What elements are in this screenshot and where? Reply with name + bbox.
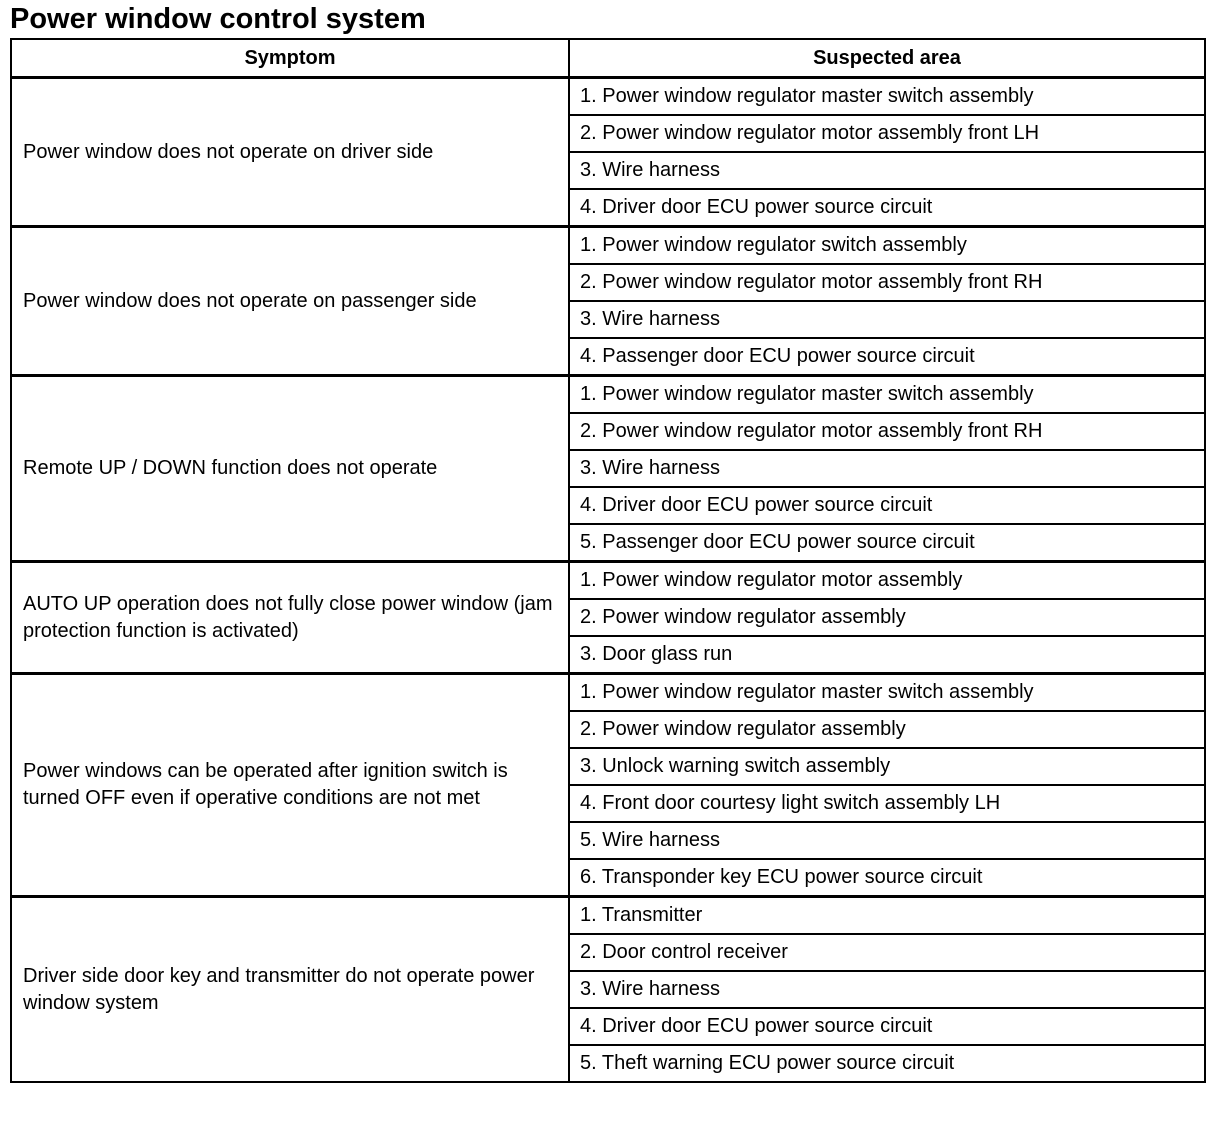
table-row <box>11 674 1205 712</box>
suspected-area-cell: 5. Theft warning ECU power source circuit <box>569 1045 1205 1082</box>
symptom-cell: Power window does not operate on driver side <box>11 78 569 227</box>
suspected-area-cell: 5. Wire harness <box>569 822 1205 859</box>
suspected-area-cell: 1. Power window regulator master switch assembly <box>569 674 1205 712</box>
header-row <box>11 39 1205 78</box>
suspected-area-cell: 4. Driver door ECU power source circuit <box>569 487 1205 524</box>
table-row <box>11 562 1205 600</box>
suspected-area-cell: 2. Power window regulator assembly <box>569 711 1205 748</box>
suspected-area-cell: 3. Wire harness <box>569 971 1205 1008</box>
suspected-area-cell: 3. Wire harness <box>569 301 1205 338</box>
table-row <box>11 78 1205 116</box>
suspected-area-cell: 4. Front door courtesy light switch assembly LH <box>569 785 1205 822</box>
table-row <box>11 897 1205 935</box>
suspected-area-cell: 3. Wire harness <box>569 152 1205 189</box>
suspected-area-cell: 3. Unlock warning switch assembly <box>569 748 1205 785</box>
page-title: Power window control system <box>10 3 426 35</box>
suspected-area-cell: 3. Wire harness <box>569 450 1205 487</box>
header-suspected-area: Suspected area <box>569 39 1205 78</box>
suspected-area-cell: 1. Power window regulator motor assembly <box>569 562 1205 600</box>
symptom-cell: Driver side door key and transmitter do not operate power window system <box>11 897 569 1083</box>
suspected-area-cell: 4. Driver door ECU power source circuit <box>569 1008 1205 1045</box>
table-body <box>11 78 1205 1083</box>
suspected-area-cell: 2. Power window regulator motor assembly front RH <box>569 264 1205 301</box>
suspected-area-cell: 2. Power window regulator motor assembly front RH <box>569 413 1205 450</box>
symptom-table <box>10 38 1206 1083</box>
symptom-cell: Power window does not operate on passenger side <box>11 227 569 376</box>
symptom-cell: Power windows can be operated after ignition switch is turned OFF even if operative conditions are not met <box>11 674 569 897</box>
suspected-area-cell: 6. Transponder key ECU power source circuit <box>569 859 1205 897</box>
symptom-cell: AUTO UP operation does not fully close power window (jam protection function is activated) <box>11 562 569 674</box>
symptom-cell: Remote UP / DOWN function does not operate <box>11 376 569 562</box>
suspected-area-cell: 1. Transmitter <box>569 897 1205 935</box>
suspected-area-cell: 2. Power window regulator assembly <box>569 599 1205 636</box>
suspected-area-cell: 1. Power window regulator master switch assembly <box>569 78 1205 116</box>
table-row <box>11 376 1205 414</box>
suspected-area-cell: 2. Power window regulator motor assembly front LH <box>569 115 1205 152</box>
table-row <box>11 227 1205 265</box>
header-symptom: Symptom <box>11 39 569 78</box>
suspected-area-cell: 4. Passenger door ECU power source circuit <box>569 338 1205 376</box>
suspected-area-cell: 1. Power window regulator switch assembly <box>569 227 1205 265</box>
suspected-area-cell: 4. Driver door ECU power source circuit <box>569 189 1205 227</box>
suspected-area-cell: 5. Passenger door ECU power source circuit <box>569 524 1205 562</box>
suspected-area-cell: 2. Door control receiver <box>569 934 1205 971</box>
suspected-area-cell: 3. Door glass run <box>569 636 1205 674</box>
suspected-area-cell: 1. Power window regulator master switch assembly <box>569 376 1205 414</box>
